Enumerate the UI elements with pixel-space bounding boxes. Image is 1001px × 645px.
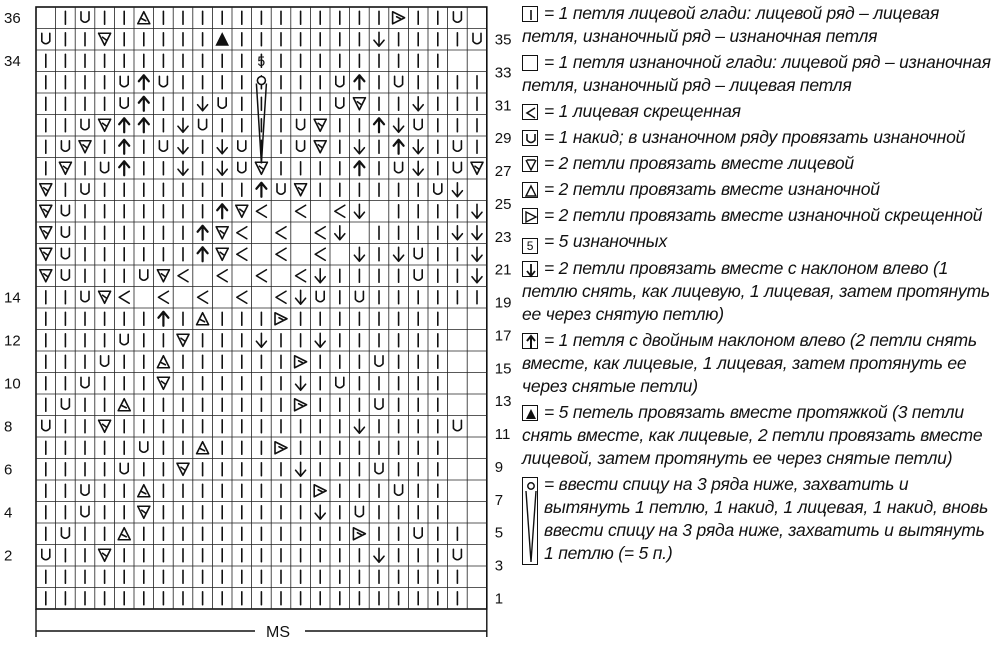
legend-text: = 2 петли провязать вместе изнаночной скрещенной (544, 205, 983, 225)
legend-item (522, 152, 998, 175)
p2tog-tbl-icon (522, 208, 538, 224)
legend-text: = 5 петель провязать вместе протяжкой (3 петли снять вместе, как лицевые, 2 петли провязать вместе лицевой, затем протянуть ее через снятые петли) (522, 402, 983, 468)
legend-item (522, 178, 998, 201)
chart-row (46, 441, 438, 454)
yarn-over-icon (522, 130, 538, 146)
twisted-knit-icon (522, 104, 538, 120)
legend-item (522, 51, 998, 97)
knit-stitch-icon (522, 6, 538, 22)
row-number-left: 6 (4, 461, 13, 479)
legend-text: = 2 петли провязать вместе с наклоном влево (1 петлю снять, как лицевую, 1 лицевая, затем протянуть ее через снятую петлю) (522, 258, 990, 324)
row-number-left: 36 (4, 10, 21, 27)
legend-text: = 1 петля лицевой глади: лицевой ряд – лицевая петля, изнаночный ряд – изнаночная петля (522, 3, 940, 46)
row-number-right: 27 (494, 163, 512, 181)
legend-item (522, 401, 998, 470)
row-number-left: 10 (4, 375, 21, 393)
row-number-left: 4 (4, 504, 13, 522)
row-number-left: 2 (4, 547, 13, 565)
row-number-right: 33 (494, 64, 512, 82)
legend-item (522, 329, 998, 398)
chart-row (46, 333, 438, 347)
row-number-right: 1 (494, 590, 504, 608)
row-number-right: 17 (494, 327, 512, 345)
legend (522, 2, 998, 565)
legend-text: = 1 накид; в изнаночном ряду провязать изнаночной (544, 127, 966, 147)
ssk-icon (522, 261, 538, 277)
chart-row (46, 484, 438, 497)
legend-text: = 1 петля с двойным наклоном влево (2 петли снять вместе, как лицевые, 1 лицевая, затем протянуть ее через снятые петли) (522, 330, 977, 396)
chart-row (46, 376, 438, 390)
ms-label: MS (266, 624, 290, 641)
row-number-left: 34 (4, 53, 21, 70)
legend-item (522, 257, 998, 326)
row-number-right: 19 (494, 294, 512, 312)
legend-text: = 1 петля изнаночной глади: лицевой ряд – изнаночная петля, изнаночный ряд – лицевая петля (522, 52, 991, 95)
legend-text: = 5 изнаночных (544, 231, 667, 251)
legend-item (522, 126, 998, 149)
chart-row (46, 505, 438, 519)
row-number-left: 8 (4, 418, 13, 436)
five-together-icon (522, 405, 538, 421)
row-number-right: 23 (494, 228, 512, 246)
legend-text: = 2 петли провязать вместе лицевой (544, 153, 854, 173)
row-number-right: 7 (494, 491, 504, 509)
legend-item (522, 2, 998, 48)
five-purl-cell: 5 (257, 53, 266, 69)
row-number-right: 5 (494, 524, 504, 542)
drop-loop-icon (522, 477, 538, 565)
row-number-right: 31 (494, 97, 512, 115)
row-number-right: 13 (494, 393, 512, 411)
legend-item (522, 100, 998, 123)
row-number-right: 3 (494, 557, 504, 575)
purl-stitch-icon (522, 55, 538, 71)
row-number-left: 14 (4, 289, 21, 307)
row-number-right: 35 (494, 31, 512, 49)
chart-row (46, 312, 438, 326)
drop-loop-cell (257, 77, 265, 85)
k2tog-icon (522, 156, 538, 172)
legend-text: = 1 лицевая скрещенная (544, 101, 741, 121)
legend-item (522, 204, 998, 227)
double-decrease-icon (522, 333, 538, 349)
legend-text: = ввести спицу на 3 ряда ниже, захватить и вытянуть 1 петлю, 1 накид, 1 лицевая, 1 накид, вновь ввести спицу на 3 ряда ниже, захватить и вытянуть 1 петлю (= 5 п.) (544, 474, 989, 563)
row-number-left: 12 (4, 332, 21, 350)
row-number-right: 25 (494, 195, 512, 213)
chart-row (46, 54, 438, 67)
row-number-right: 29 (494, 130, 512, 148)
legend-item (522, 473, 998, 565)
legend-text: = 2 петли провязать вместе изнаночной (544, 179, 880, 199)
row-number-right: 9 (494, 458, 504, 476)
legend-item (522, 230, 998, 254)
p2tog-icon (522, 182, 538, 198)
row-number-right: 21 (494, 261, 512, 279)
row-number-right: 15 (494, 360, 512, 378)
five-purl-icon: 5 (522, 238, 538, 254)
row-number-right: 11 (494, 426, 511, 444)
